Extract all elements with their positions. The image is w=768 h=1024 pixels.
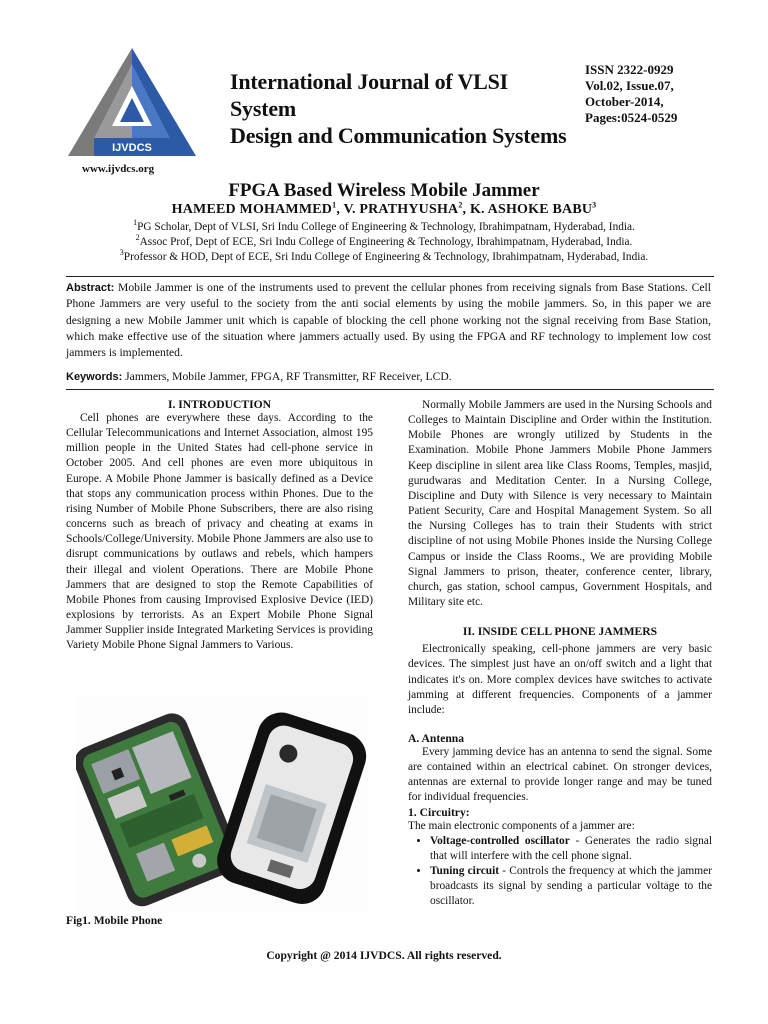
right-column	[408, 398, 712, 910]
abstract-label: Abstract:	[66, 282, 115, 294]
authors: HAMEED MOHAMMED$^1$, V. PRATHYUSHA$^2$, K. ASHOKE BABU$^3$	[171, 200, 597, 217]
journal-title	[230, 68, 570, 149]
keywords	[66, 370, 711, 383]
author-3-sup: 3	[592, 200, 597, 210]
nursing-colleges-paragraph: Normally Mobile Jammers are used in the Nursing Schools and Colleges to Maintain Discipline and Order within the Institution. Mobile Phones are wrongly utilized by Students in the Examination. Mobile Phone Jammers Mobile Phone Jammers Keep discipline in silent area like Class Rooms, Temples, masjid, gurudwaras and Meditation Center. In a Nursing College, Discipline and Duty with Silence is very necessary to Maintain Patient Security, Care and Hospital Management System. So all the Nursing Colleges has to train their Students with strict discipline of not using Mobile Phones inside the Nursing College Campus or inside the Class Rooms., We are providing Mobile Signal Jammers to prison, theater, conference center, library, church, gas station, school campus, Government Hospitals, and Military site etc.	[408, 399, 712, 609]
affiliation-1: $^1$PG Scholar, Dept of VLSI, Sri Indu College of Engineering & Technology, Ibrahimpatnam, Hyderabad, India.	[133, 218, 635, 233]
figure-mobile-phone-image	[76, 697, 368, 913]
figure-caption: Fig1. Mobile Phone	[66, 914, 163, 927]
author-2: V. PRATHYUSHA	[343, 202, 459, 217]
page-range: Pages:0524-0529	[585, 110, 678, 125]
inside-jammers-paragraph: Electronically speaking, cell-phone jammers are very basic devices. The simplest just have an on/off switch and a light that indicates it's on. More complex devices have switches to activate jamming at different frequencies. Components of a jammer include:	[408, 643, 712, 716]
left-column	[66, 398, 373, 654]
section-heading-inside-jammers: II. INSIDE CELL PHONE JAMMERS	[462, 625, 658, 639]
author-1-sup: 1	[332, 200, 337, 210]
keywords-label: Keywords:	[66, 371, 123, 383]
issn: ISSN 2322-0929	[585, 62, 674, 77]
list-item-term: Voltage-controlled oscillator	[430, 834, 570, 847]
author-1: HAMEED MOHAMMED	[171, 202, 333, 217]
divider-bottom	[66, 389, 714, 390]
list-item	[430, 834, 712, 864]
abstract	[66, 280, 711, 361]
author-2-sup: 2	[458, 200, 463, 210]
volume-issue: Vol.02, Issue.07,	[585, 78, 674, 93]
paper-title: FPGA Based Wireless Mobile Jammer	[228, 180, 540, 201]
affiliation-2: $^2$Assoc Prof, Dept of ECE, Sri Indu College of Engineering & Technology, Ibrahimpatnam, Hyderabad, India.	[135, 233, 633, 248]
divider-top	[66, 276, 714, 277]
abstract-text: Mobile Jammer is one of the instruments used to prevent the cellular phones from receiving signals from Base Stations. Cell Phone Jammers are very useful to the society from the anti social elements by using the mobile jammers. So, in this paper we are designing a new Mobile Jammer unit which is capable of blocking the cell phone working not the signal receiving from Base Station, which make effective use of the situation where jammers actually used. By using the FPGA and RF technology to implement low cost jammers is implemented.	[66, 281, 711, 360]
journal-logo	[64, 46, 200, 164]
issn-block	[585, 62, 745, 126]
antenna-paragraph: Every jamming device has an antenna to send the signal. Some are contained within an electrical cabinet. On stronger devices, antennas are external to provide longer range and may be tuned for individual frequencies.	[408, 745, 712, 804]
section-heading-introduction: I. INTRODUCTION	[167, 398, 272, 411]
circuitry-paragraph: The main electronic components of a jammer are:	[408, 819, 635, 832]
journal-title-line1: International Journal of VLSI System	[230, 69, 509, 121]
subsection-heading-antenna: A. Antenna	[408, 731, 465, 745]
list-item-text: - Controls the frequency at which the jammer broadcasts its signal by sending a particular voltage to the oscillator.	[430, 865, 712, 908]
logo-text: IJVDCS	[112, 142, 152, 154]
list-item-text: - Generates the radio signal that will interfere with the cell phone signal.	[430, 834, 712, 862]
affiliation-3: $^3$Professor & HOD, Dept of ECE, Sri Indu College of Engineering & Technology, Ibrahimpatnam, Hyderabad, India.	[119, 248, 649, 263]
introduction-paragraph: Cell phones are everywhere these days. According to the Cellular Telecommunications and Internet Association, almost 195 million people in the United States had cell-phone service in October 2005. And cell phones are even more ubiquitous in Europe. A Mobile Phone Jammer is basically defined as a Device that stops any communication process within Phones. Due to the rising Number of Mobile Phone Subscribers, there are also rising concerns such as breach of privacy and cheating at exams in Schools/College/University. Mobile Phone Jammers are also use to disrupt communications by outlaws and rebels, which hampers their illegal and violent Operations. There are Mobile Phone Jammers that are designed to stop the Remote Capabilities of Mobile Phones from causing Improvised Explosive Device (IED) explosions by terrorists. As an Expert Mobile Phone Signal Jammer Supplier inside Integrated Marketing Services is providing Variety Mobile Phone Signal Jammers to Various.	[66, 412, 373, 652]
issue-date: October-2014,	[585, 94, 664, 109]
author-3: K. ASHOKE BABU	[469, 202, 593, 217]
list-item	[430, 864, 712, 909]
subsection-heading-circuitry: 1. Circuitry:	[408, 805, 470, 819]
site-url[interactable]: www.ijvdcs.org	[82, 163, 155, 175]
affiliations	[0, 220, 768, 265]
journal-title-line2: Design and Communication Systems	[230, 123, 567, 148]
components-list	[408, 834, 712, 910]
copyright-footer: Copyright @ 2014 IJVDCS. All rights reserved.	[266, 949, 502, 962]
keywords-text: Jammers, Mobile Jammer, FPGA, RF Transmitter, RF Receiver, LCD.	[125, 370, 452, 383]
list-item-term: Tuning circuit	[430, 865, 500, 878]
